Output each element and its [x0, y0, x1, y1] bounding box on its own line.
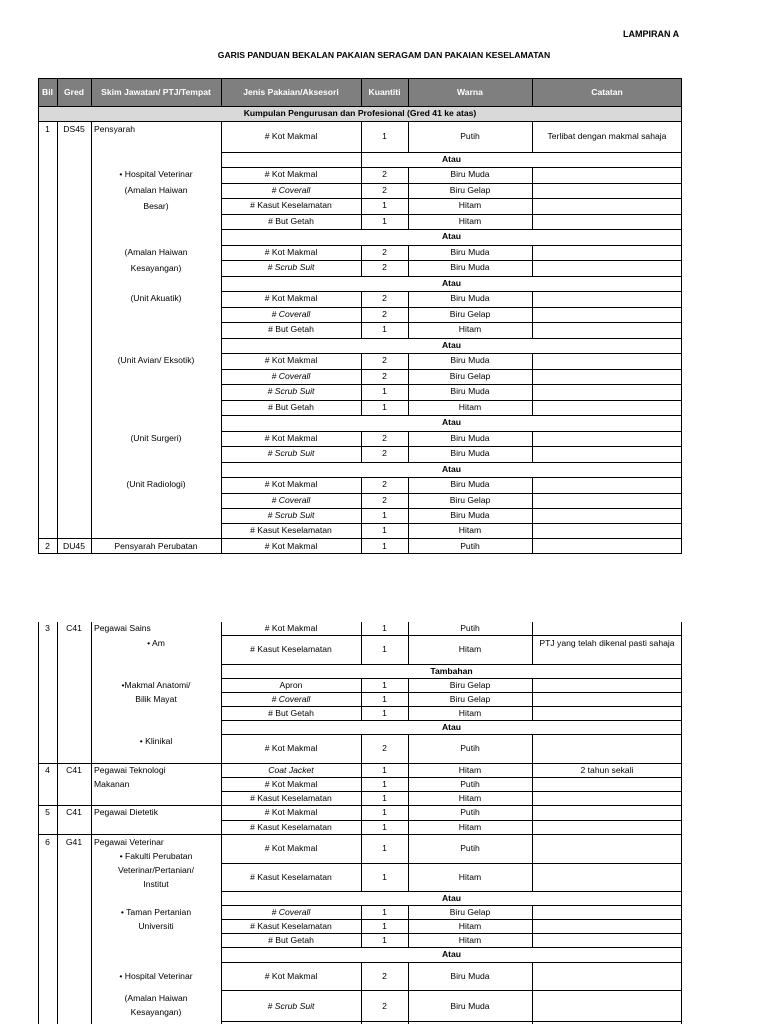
item: # Kot Makmal — [264, 131, 318, 141]
note: Terlibat dengan makmal sahaja — [547, 131, 667, 141]
qty: 2 — [382, 185, 387, 195]
qty: 1 — [382, 623, 387, 633]
qty: 2 — [382, 247, 387, 257]
qty: 1 — [382, 807, 387, 817]
item: # Coverall — [271, 185, 311, 195]
qty: 2 — [382, 448, 387, 458]
item: # Kot Makmal — [264, 541, 318, 551]
qty: 2 — [382, 262, 387, 272]
item: Coat Jacket — [268, 765, 314, 775]
atau-row: Atau — [441, 949, 462, 959]
atau-row: Atau — [441, 278, 462, 288]
sub-tp1: • Taman Pertanian — [120, 907, 192, 917]
skim-6: Pegawai Veterinar — [94, 837, 164, 847]
header-warna: Warna — [457, 87, 483, 97]
warna: Biru Muda — [450, 386, 490, 396]
page-title: GARIS PANDUAN BEKALAN PAKAIAN SERAGAM DAN PAKAIAN KESELAMATAN — [217, 50, 551, 60]
sub-tp2: Universiti — [138, 921, 174, 931]
qty: 1 — [382, 872, 387, 882]
item: # But Getah — [268, 402, 314, 412]
qty: 1 — [382, 324, 387, 334]
warna: Hitam — [458, 765, 482, 775]
warna: Biru Muda — [450, 448, 490, 458]
header-kuantiti: Kuantiti — [368, 87, 401, 97]
warna: Biru Muda — [450, 247, 490, 257]
qty: 1 — [382, 694, 387, 704]
item: # Kot Makmal — [264, 623, 318, 633]
qty: 1 — [382, 793, 387, 803]
item: # But Getah — [268, 324, 314, 334]
sub-fk2: Veterinar/Pertanian/ — [118, 865, 194, 875]
note: 2 tahun sekali — [580, 765, 634, 775]
sub-klinikal: • Klinikal — [139, 736, 173, 746]
item: # Coverall — [271, 309, 311, 319]
header-bil: Bil — [42, 87, 53, 97]
bil-1: 1 — [45, 124, 50, 134]
sub-fk3: Institut — [143, 879, 169, 889]
sub-am: • Am — [147, 638, 165, 648]
warna: Biru Gelap — [449, 694, 491, 704]
qty: 2 — [382, 169, 387, 179]
item: # Coverall — [271, 371, 311, 381]
warna: Hitam — [458, 822, 482, 832]
warna: Hitam — [458, 872, 482, 882]
atau-row: Atau — [441, 722, 462, 732]
bil-4: 4 — [45, 765, 50, 775]
qty: 2 — [382, 479, 387, 489]
sub-surgeri: (Unit Surgeri) — [130, 433, 182, 443]
sub-akuatik: (Unit Akuatik) — [130, 293, 182, 303]
sub-ah1: (Amalan Haiwan — [124, 993, 188, 1003]
skim-3: Pegawai Sains — [94, 623, 151, 633]
gred-4: C41 — [66, 765, 82, 775]
lampiran-label: LAMPIRAN A — [623, 29, 680, 39]
qty: 1 — [382, 386, 387, 396]
qty: 1 — [382, 680, 387, 690]
bil-2: 2 — [45, 541, 50, 551]
header-gred: Gred — [63, 87, 85, 97]
warna: Biru Gelap — [449, 185, 491, 195]
item: # Kot Makmal — [264, 433, 318, 443]
qty: 1 — [382, 779, 387, 789]
item: # Kasut Keselamatan — [250, 200, 332, 210]
qty: 1 — [382, 216, 387, 226]
item: # Kasut Keselamatan — [250, 822, 332, 832]
item: # Kot Makmal — [264, 169, 318, 179]
warna: Putih — [460, 623, 480, 633]
item: # Kasut Keselamatan — [250, 793, 332, 803]
warna: Biru Muda — [450, 510, 490, 520]
qty: 1 — [382, 131, 387, 141]
warna: Hitam — [458, 200, 482, 210]
item: # Kot Makmal — [264, 779, 318, 789]
gred-6: G41 — [65, 837, 83, 847]
warna: Putih — [460, 843, 480, 853]
qty: 2 — [382, 971, 387, 981]
warna: Biru Gelap — [449, 309, 491, 319]
warna: Hitam — [458, 216, 482, 226]
qty: 1 — [382, 644, 387, 654]
skim-2: Pensyarah Perubatan — [114, 541, 198, 551]
qty: 1 — [382, 843, 387, 853]
warna: Hitam — [458, 921, 482, 931]
warna: Biru Muda — [450, 971, 490, 981]
sub-radiologi: (Unit Radiologi) — [126, 479, 186, 489]
item: # Kot Makmal — [264, 293, 318, 303]
sub-hv3: Besar) — [143, 201, 169, 211]
item: # Kasut Keselamatan — [250, 644, 332, 654]
qty: 2 — [382, 743, 387, 753]
sub-hv2: (Amalan Haiwan — [124, 185, 188, 195]
warna: Hitam — [458, 708, 482, 718]
warna: Biru Muda — [450, 479, 490, 489]
sub-ma1: •Makmal Anatomi/ — [121, 680, 191, 690]
item: # Scrub Suit — [267, 448, 315, 458]
sub-ks1: (Amalan Haiwan — [124, 247, 188, 257]
gred-5: C41 — [66, 807, 82, 817]
item: # Kasut Keselamatan — [250, 525, 332, 535]
item: # But Getah — [268, 935, 314, 945]
item: Apron — [279, 680, 303, 690]
item: # Kot Makmal — [264, 843, 318, 853]
warna: Putih — [460, 743, 480, 753]
sub-fk1: • Fakulti Perubatan — [119, 851, 193, 861]
item: # Scrub Suit — [267, 510, 315, 520]
atau-row: Atau — [441, 417, 462, 427]
warna: Biru Muda — [450, 293, 490, 303]
bil-6: 6 — [45, 837, 50, 847]
qty: 2 — [382, 371, 387, 381]
warna: Hitam — [458, 525, 482, 535]
item: # But Getah — [268, 708, 314, 718]
atau-row: Atau — [441, 154, 462, 164]
item: # Kot Makmal — [264, 479, 318, 489]
sub-hv1: • Hospital Veterinar — [119, 169, 193, 179]
qty: 2 — [382, 309, 387, 319]
warna: Biru Gelap — [449, 907, 491, 917]
item: # Kot Makmal — [264, 971, 318, 981]
warna: Biru Muda — [450, 1001, 490, 1011]
warna: Biru Muda — [450, 262, 490, 272]
atau-row: Atau — [441, 464, 462, 474]
bil-5: 5 — [45, 807, 50, 817]
qty: 1 — [382, 200, 387, 210]
bil-3: 3 — [45, 623, 50, 633]
warna: Hitam — [458, 793, 482, 803]
warna: Putih — [460, 779, 480, 789]
warna: Putih — [460, 807, 480, 817]
warna: Putih — [460, 541, 480, 551]
header-catatan: Catatan — [591, 87, 623, 97]
qty: 1 — [382, 907, 387, 917]
item: # Coverall — [271, 907, 311, 917]
atau-row: Atau — [441, 340, 462, 350]
note: PTJ yang telah dikenal pasti sahaja — [539, 638, 675, 648]
qty: 1 — [382, 510, 387, 520]
group-title: Kumpulan Pengurusan dan Profesional (Gred 41 ke atas) — [243, 108, 477, 118]
qty: 1 — [382, 525, 387, 535]
qty: 2 — [382, 1001, 387, 1011]
qty: 1 — [382, 708, 387, 718]
item: # Kot Makmal — [264, 355, 318, 365]
sub-ma2: Bilik Mayat — [135, 694, 177, 704]
item: # Kot Makmal — [264, 247, 318, 257]
warna: Hitam — [458, 935, 482, 945]
sub-ah2: Kesayangan) — [130, 1007, 182, 1017]
warna: Biru Gelap — [449, 371, 491, 381]
warna: Biru Gelap — [449, 495, 491, 505]
tambahan-row: Tambahan — [430, 666, 473, 676]
warna: Biru Muda — [450, 355, 490, 365]
skim-1: Pensyarah — [94, 124, 136, 134]
warna: Hitam — [458, 402, 482, 412]
sub-ks2: Kesayangan) — [130, 263, 182, 273]
header-jenis: Jenis Pakaian/Aksesori — [243, 87, 339, 97]
header-skim: Skim Jawatan/ PTJ/Tempat — [101, 87, 211, 97]
warna: Hitam — [458, 644, 482, 654]
skim-4-line1: Pegawai Teknologi — [94, 765, 166, 775]
skim-4-line2: Makanan — [94, 779, 130, 789]
gred-2: DU45 — [63, 541, 85, 551]
warna: Hitam — [458, 324, 482, 334]
atau-row: Atau — [441, 231, 462, 241]
qty: 1 — [382, 402, 387, 412]
item: # Coverall — [271, 495, 311, 505]
warna: Biru Gelap — [449, 680, 491, 690]
qty: 2 — [382, 433, 387, 443]
item: # Scrub Suit — [267, 1001, 315, 1011]
qty: 2 — [382, 293, 387, 303]
gred-1: DS45 — [63, 124, 85, 134]
item: # Kasut Keselamatan — [250, 921, 332, 931]
item: # Kot Makmal — [264, 743, 318, 753]
qty: 2 — [382, 495, 387, 505]
item: # Scrub Suit — [267, 386, 315, 396]
sub-hv6: • Hospital Veterinar — [119, 971, 193, 981]
warna: Biru Muda — [450, 169, 490, 179]
qty: 1 — [382, 765, 387, 775]
item: # Scrub Suit — [267, 262, 315, 272]
item: # But Getah — [268, 216, 314, 226]
atau-row: Atau — [441, 893, 462, 903]
warna: Biru Muda — [450, 433, 490, 443]
qty: 1 — [382, 935, 387, 945]
item: # Kasut Keselamatan — [250, 872, 332, 882]
warna: Putih — [460, 131, 480, 141]
qty: 1 — [382, 921, 387, 931]
item: # Kot Makmal — [264, 807, 318, 817]
qty: 1 — [382, 541, 387, 551]
qty: 2 — [382, 355, 387, 365]
item: # Coverall — [271, 694, 311, 704]
gred-3: C41 — [66, 623, 82, 633]
skim-5: Pegawai Dietetik — [94, 807, 159, 817]
qty: 1 — [382, 822, 387, 832]
sub-avian: (Unit Avian/ Eksotik) — [117, 355, 195, 365]
